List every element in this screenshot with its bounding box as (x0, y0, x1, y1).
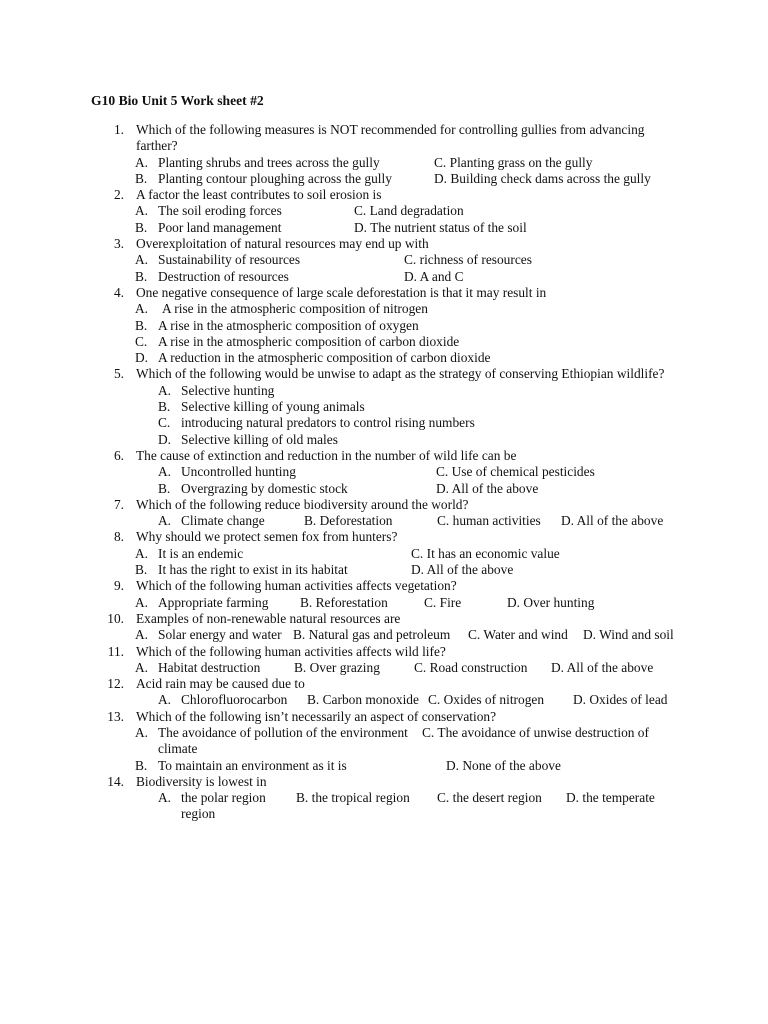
option-letter: B. (135, 562, 148, 578)
option-text: Destruction of resources (158, 268, 289, 284)
question-text: One negative consequence of large scale deforestation is that it may result in (136, 284, 547, 300)
question-9 (0, 578, 768, 611)
option-text: Selective killing of old males (181, 431, 338, 447)
option-row (136, 725, 768, 758)
question-8 (0, 529, 768, 578)
option-text: It is an endemic (158, 545, 244, 561)
option-text: A reduction in the atmospheric composition of carbon dioxide (158, 350, 491, 366)
question-text: Which of the following would be unwise to adapt as the strategy of conserving Ethiopian wildlife? (136, 366, 665, 382)
option-text: Sustainability of resources (158, 252, 301, 268)
option-text: It has the right to exist in its habitat (158, 562, 348, 578)
question-text: Overexploitation of natural resources may end up with (136, 236, 429, 252)
question-number: 14. (107, 773, 124, 789)
option-text: D. the temperate region (181, 790, 655, 822)
option-letter: A. (135, 203, 149, 219)
worksheet-title: G10 Bio Unit 5 Work sheet #2 (91, 93, 264, 108)
option-text: C. human activities (437, 513, 541, 529)
option-text: Climate change (181, 513, 265, 529)
question-number: 13. (107, 708, 124, 724)
question-number: 10. (107, 610, 124, 626)
option-row (136, 383, 768, 399)
option-letter: A. (135, 594, 149, 610)
question-text: Biodiversity is lowest in (136, 773, 267, 789)
option-letter: C. (135, 333, 148, 349)
option-text: The soil eroding forces (158, 203, 282, 219)
option-letter: A. (135, 545, 149, 561)
option-text: C. The avoidance of unwise destruction of climate (158, 724, 649, 757)
question-list (0, 122, 768, 823)
option-text: D. All of the above (551, 659, 654, 675)
option-text: C. Fire (424, 594, 462, 610)
option-text: Selective hunting (181, 382, 275, 398)
question-1 (0, 122, 768, 187)
option-text: B. Deforestation (304, 513, 393, 529)
question-number: 12. (107, 676, 124, 692)
question-text: Which of the following measures is NOT recommended for controlling gullies from advancing farther? (136, 122, 645, 154)
option-row (136, 399, 768, 415)
option-text: C. Planting grass on the gully (434, 154, 593, 170)
option-text: D. Wind and soil (583, 627, 674, 643)
option-text: B. the tropical region (296, 790, 410, 806)
option-text: The avoidance of pollution of the environment (158, 724, 408, 740)
option-letter: B. (135, 268, 148, 284)
option-text: D. The nutrient status of the soil (354, 219, 527, 235)
option-letter: A. (135, 154, 149, 170)
option-text: Planting contour ploughing across the gully (158, 170, 392, 186)
option-text: C. Road construction (414, 659, 528, 675)
option-text: B. Reforestation (300, 594, 388, 610)
option-row (136, 269, 768, 285)
option-letter: A. (158, 382, 172, 398)
option-row (136, 790, 768, 823)
option-text: C. It has an economic value (411, 545, 560, 561)
option-text: A rise in the atmospheric composition of carbon dioxide (158, 333, 460, 349)
question-text: Which of the following isn’t necessarily an aspect of conservation? (136, 708, 497, 724)
question-text: Which of the following human activities affects vegetation? (136, 578, 457, 594)
option-row (136, 334, 768, 350)
option-letter: D. (135, 350, 149, 366)
option-letter: A. (135, 301, 149, 317)
question-14 (0, 774, 768, 823)
option-text: Habitat destruction (158, 659, 261, 675)
question-text: The cause of extinction and reduction in the number of wild life can be (136, 447, 517, 463)
option-text: Chlorofluorocarbon (181, 692, 288, 708)
option-row (136, 220, 768, 236)
option-letter: A. (158, 513, 172, 529)
option-text: A rise in the atmospheric composition of nitrogen (162, 301, 428, 317)
question-text: Acid rain may be caused due to (136, 676, 305, 692)
question-number: 3. (113, 236, 124, 252)
option-text: D. Oxides of lead (573, 692, 668, 708)
option-text: Planting shrubs and trees across the gully (158, 154, 380, 170)
option-text: B. Carbon monoxide (307, 692, 419, 708)
question-10 (0, 611, 768, 644)
question-12 (0, 676, 768, 709)
option-letter: B. (135, 170, 148, 186)
option-text: C. the desert region (437, 790, 542, 806)
option-letter: A. (135, 252, 149, 268)
option-text: A rise in the atmospheric composition of oxygen (158, 317, 419, 333)
question-text: Which of the following human activities affects wild life? (136, 643, 446, 659)
question-number: 4. (113, 284, 124, 300)
question-text: Why should we protect semen fox from hunters? (136, 529, 398, 545)
option-letter: B. (135, 757, 148, 773)
option-text: D. Building check dams across the gully (434, 170, 651, 186)
question-text: Which of the following reduce biodiversity around the world? (136, 496, 469, 512)
option-row (136, 318, 768, 334)
option-text: D. All of the above (411, 562, 514, 578)
option-row (136, 464, 768, 480)
question-13 (0, 709, 768, 774)
option-row (136, 513, 768, 529)
option-letter: A. (135, 724, 149, 740)
option-text: D. All of the above (436, 480, 539, 496)
option-row (136, 481, 768, 497)
question-number: 5. (113, 366, 124, 382)
option-row (136, 203, 768, 219)
question-number: 9. (113, 578, 124, 594)
option-row (136, 627, 768, 643)
option-letter: A. (135, 659, 149, 675)
question-11 (0, 644, 768, 677)
option-letter: B. (135, 219, 148, 235)
option-row (136, 546, 768, 562)
option-row (136, 660, 768, 676)
option-row (136, 252, 768, 268)
option-letter: C. (158, 415, 171, 431)
option-text: C. Water and wind (468, 627, 568, 643)
option-letter: A. (135, 627, 149, 643)
option-row (136, 758, 768, 774)
option-text: B. Over grazing (294, 659, 380, 675)
option-text: introducing natural predators to control rising numbers (181, 415, 475, 431)
option-row (136, 415, 768, 431)
question-number: 7. (113, 496, 124, 512)
option-letter: D. (158, 431, 172, 447)
option-letter: A. (158, 692, 172, 708)
question-number: 2. (113, 187, 124, 203)
option-row (136, 171, 768, 187)
option-text: C. Oxides of nitrogen (428, 692, 545, 708)
option-letter: B. (158, 399, 171, 415)
option-letter: B. (158, 480, 171, 496)
option-text: Uncontrolled hunting (181, 464, 296, 480)
option-text: D. Over hunting (507, 594, 595, 610)
option-text: Poor land management (158, 219, 282, 235)
question-2 (0, 187, 768, 236)
option-row (136, 301, 768, 317)
option-text: Solar energy and water (158, 627, 282, 643)
option-text: C. richness of resources (404, 252, 532, 268)
question-text: Examples of non-renewable natural resources are (136, 610, 401, 626)
option-text: the polar region (181, 790, 266, 806)
question-text: A factor the least contributes to soil erosion is (136, 187, 382, 203)
question-number: 8. (113, 529, 124, 545)
option-row (136, 595, 768, 611)
question-6 (0, 448, 768, 497)
question-number: 1. (113, 122, 124, 137)
option-row (136, 692, 768, 708)
option-text: Appropriate farming (158, 594, 269, 610)
option-text: C. Use of chemical pesticides (436, 464, 595, 480)
option-text: D. None of the above (446, 757, 561, 773)
option-text: Selective killing of young animals (181, 399, 365, 415)
question-7 (0, 497, 768, 530)
option-text: Overgrazing by domestic stock (181, 480, 348, 496)
option-text: C. Land degradation (354, 203, 464, 219)
option-text: D. All of the above (561, 513, 664, 529)
question-3 (0, 236, 768, 285)
option-row (136, 155, 768, 171)
option-text: D. A and C (404, 268, 464, 284)
option-row (136, 350, 768, 366)
option-text: B. Natural gas and petroleum (293, 627, 451, 643)
question-5 (0, 366, 768, 447)
option-text: To maintain an environment as it is (158, 757, 347, 773)
option-letter: A. (158, 464, 172, 480)
question-number: 6. (113, 447, 124, 463)
question-4 (0, 285, 768, 366)
option-letter: B. (135, 317, 148, 333)
question-number: 11. (107, 643, 124, 659)
option-row (136, 432, 768, 448)
option-letter: A. (158, 790, 172, 806)
option-row (136, 562, 768, 578)
